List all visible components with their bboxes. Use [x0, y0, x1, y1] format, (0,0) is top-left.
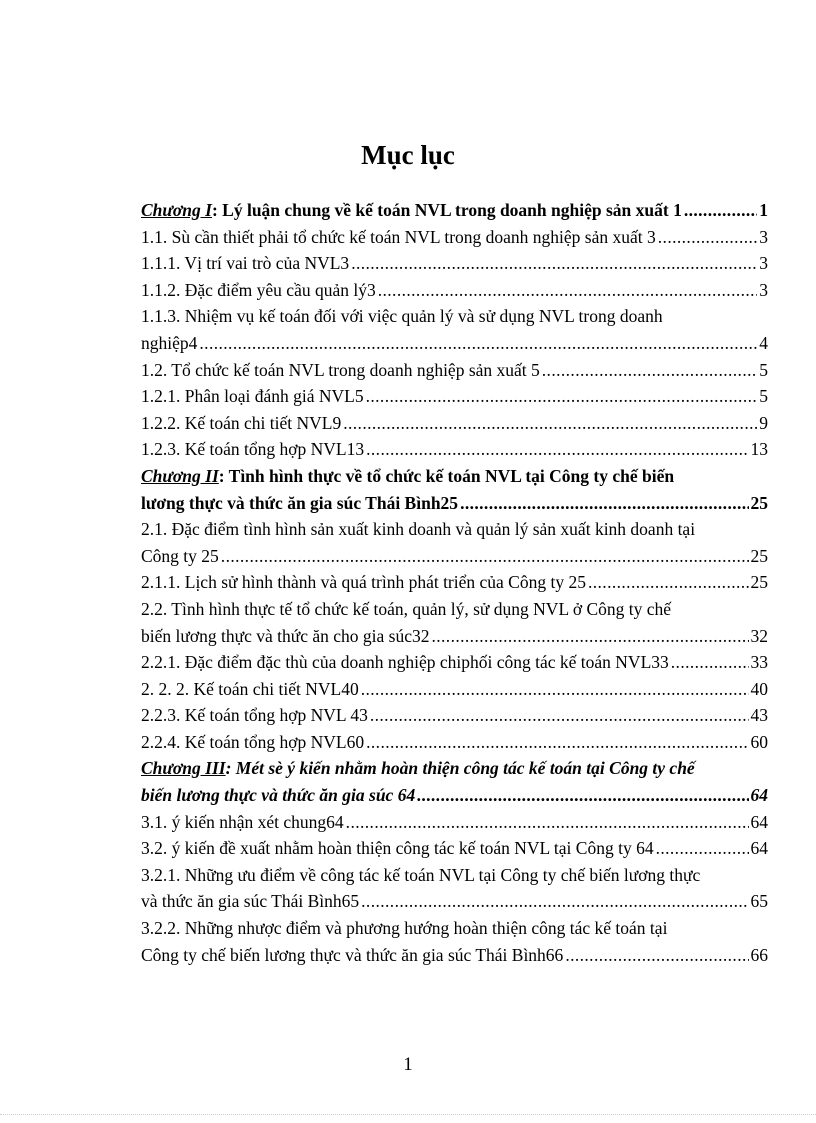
toc-chapter-1[interactable]: [141, 197, 768, 224]
page-bottom-rule: [0, 1114, 816, 1115]
toc-entry-1-1-1[interactable]: 1.1.1. Vị trí vai trò của NVL3 ..... 3: [141, 250, 768, 277]
chapter-1-page: 1: [759, 200, 768, 220]
toc-entry-1-1-3[interactable]: 1.1.3. Nhiệm vụ kế toán đối với việc quản lý và sử dụng NVL trong doanh nghiệp4 ..... 4: [141, 303, 768, 356]
toc-chapter-3[interactable]: Chương III: Mét sè ý kiến nhằm hoàn thiện công tác kế toán tại Công ty chế biến lương thực và thức ăn gia súc 64 ..... 64: [141, 755, 768, 808]
toc-entry-3-2[interactable]: 3.2. ý kiến đề xuất nhằm hoàn thiện công tác kế toán NVL tại Công ty 64 ..... 64: [141, 835, 768, 862]
toc-entry-2-1[interactable]: 2.1. Đặc điểm tình hình sản xuất kinh doanh và quản lý sản xuất kinh doanh tại Công ty 25 ..... 25: [141, 516, 768, 569]
chapter-3-page: 64: [750, 785, 768, 806]
toc-entry-2-2-1[interactable]: 2.2.1. Đặc điểm đặc thù của doanh nghiệp chiphối công tác kế toán NVL33 ..... 33: [141, 649, 768, 676]
toc-entry-3-2-1[interactable]: 3.2.1. Những ưu điểm về công tác kế toán NVL tại Công ty chế biến lương thực và thức ăn gia súc Thái Bình65 ..... 65: [141, 862, 768, 915]
table-of-contents: [141, 197, 768, 968]
toc-entry-1-2[interactable]: 1.2. Tổ chức kế toán NVL trong doanh nghiệp sản xuất 5 ..... 5: [141, 357, 768, 384]
toc-entry-3-2-2[interactable]: 3.2.2. Những nhược điểm và phương hướng hoàn thiện công tác kế toán tại Công ty chế biến lương thực và thức ăn gia súc Thái Bình66 ..... 66: [141, 915, 768, 968]
toc-entry-2-2-3[interactable]: 2.2.3. Kế toán tổng hợp NVL 43 ..... 43: [141, 702, 768, 729]
toc-entry-3-1[interactable]: 3.1. ý kiến nhận xét chung64 ..... 64: [141, 809, 768, 836]
toc-entry-1-2-2[interactable]: 1.2.2. Kế toán chi tiết NVL9 ..... 9: [141, 410, 768, 437]
toc-title: Mục lục: [361, 140, 455, 170]
toc-entry-2-1-1[interactable]: 2.1.1. Lịch sử hình thành và quá trình phát triển của Công ty 25 ..... 25: [141, 569, 768, 596]
page-number: 1: [403, 1054, 413, 1075]
toc-entry-1-1[interactable]: 1.1. Sù cần thiết phải tổ chức kế toán NVL trong doanh nghiệp sản xuất 3 ..... 3: [141, 224, 768, 251]
toc-chapter-2[interactable]: Chương II: Tình hình thực về tổ chức kế toán NVL tại Công ty chế biến lương thực và thức ăn gia súc Thái Bình25 ..... 25: [141, 463, 768, 516]
toc-entry-2-2-4[interactable]: 2.2.4. Kế toán tổng hợp NVL60 ..... 60: [141, 729, 768, 756]
chapter-3-label: Chương III: [141, 758, 226, 779]
toc-entry-2-2[interactable]: 2.2. Tình hình thực tế tổ chức kế toán, quản lý, sử dụng NVL ở Công ty chế biến lương thực và thức ăn cho gia súc32 ..... 32: [141, 596, 768, 649]
chapter-1-title: : Lý luận chung về kế toán NVL trong doanh nghiệp sản xuất 1: [211, 200, 682, 220]
chapter-1-label: Chương I: [141, 200, 212, 220]
toc-entry-2-2-2[interactable]: 2. 2. 2. Kế toán chi tiết NVL40 ..... 40: [141, 676, 768, 703]
toc-entry-1-1-2[interactable]: 1.1.2. Đặc điểm yêu cầu quản lý3 ..... 3: [141, 277, 768, 304]
toc-entry-1-2-3[interactable]: 1.2.3. Kế toán tổng hợp NVL13 ..... 13: [141, 436, 768, 463]
chapter-2-label: Chương II: [141, 465, 219, 486]
toc-entry-1-2-1[interactable]: 1.2.1. Phân loại đánh giá NVL5 ..... 5: [141, 383, 768, 410]
chapter-2-page: 25: [750, 492, 768, 513]
